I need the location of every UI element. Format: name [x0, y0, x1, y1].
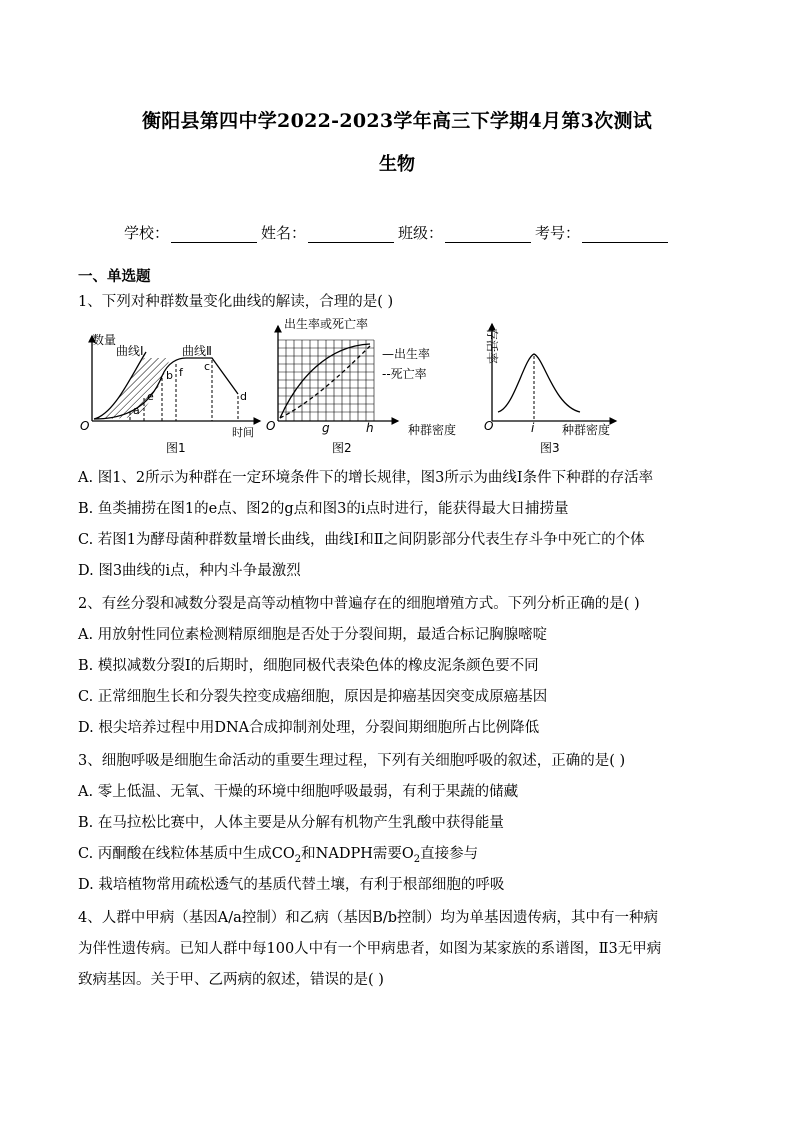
fig3-curve [498, 354, 580, 412]
svg-text:d: d [240, 390, 247, 403]
q2-option-d: D. 根尖培养过程中用DNA合成抑制剂处理，分裂间期细胞所占比例降低 [78, 720, 540, 736]
fig3-origin: O [484, 419, 494, 433]
fig2-ylabel: 出生率或死亡率 [284, 318, 369, 331]
school-blank[interactable] [171, 225, 257, 243]
svg-text:g: g [322, 421, 330, 435]
question-2-stem: 2、有丝分裂和减数分裂是高等动植物中普遍存在的细胞增殖方式。下列分析正确的是( ) [78, 596, 640, 612]
figure-3 [484, 324, 616, 455]
question-1-figures [78, 318, 638, 458]
fig2-legend-birth: —出生率 [382, 347, 431, 361]
question-3-stem: 3、细胞呼吸是细胞生命活动的重要生理过程，下列有关细胞呼吸的叙述，正确的是( ) [78, 753, 626, 769]
exam-title: 衡阳县第四中学2022-2023学年高三下学期4月第3次测试 [141, 110, 653, 132]
q1-option-b: B. 鱼类捕捞在图1的e点、图2的g点和图3的i点时进行，能获得最大日捕捞量 [78, 501, 569, 517]
fig3-caption: 图3 [540, 441, 560, 455]
section-title: 一、单选题 [78, 268, 151, 285]
figure-1 [80, 332, 260, 455]
fig2-death-curve [280, 346, 370, 418]
svg-text:b: b [166, 369, 173, 382]
student-info-row [124, 222, 672, 243]
q2-option-c: C. 正常细胞生长和分裂失控变成癌细胞，原因是抑癌基因突变成原癌基因 [78, 689, 548, 705]
fig1-xlabel: 时间 [232, 426, 254, 439]
fig2-grid [278, 340, 374, 421]
q3-option-c: C. 丙酮酸在线粒体基质中生成$CO_2$和NADPH需要$O_2$直接参与 [78, 846, 479, 865]
question-1-stem: 1、下列对种群数量变化曲线的解读，合理的是( ) [78, 294, 394, 310]
question-4-stem-line-1: 4、人群中甲病（基因A/a控制）和乙病（基因B/b控制）均为单基因遗传病，其中有一种病 [78, 910, 659, 926]
svg-text:a: a [133, 404, 140, 417]
subject-title: 生物 [379, 154, 415, 175]
school-field: 学校： [124, 222, 257, 243]
q3-option-d: D. 栽培植物常用疏松透气的基质代替土壤，有利于根部细胞的呼吸 [78, 877, 505, 893]
fig2-origin: O [266, 419, 276, 433]
q2-option-a: A. 用放射性同位素检测精原细胞是否处于分裂间期，最适合标记胸腺嘧啶 [78, 627, 548, 643]
fig1-shaded-area [94, 358, 170, 419]
class-blank[interactable] [445, 225, 531, 243]
name-field: 姓名： [261, 222, 394, 243]
q1-option-c: C. 若图1为酵母菌种群数量增长曲线，曲线Ⅰ和Ⅱ之间阴影部分代表生存斗争中死亡的个体 [78, 532, 645, 548]
fig2-caption: 图2 [332, 441, 352, 455]
q3-option-b: B. 在马拉松比赛中，人体主要是从分解有机物产生乳酸中获得能量 [78, 815, 504, 831]
q1-option-d: D. 图3曲线的i点，种内斗争最激烈 [78, 563, 301, 579]
class-field: 班级： [398, 222, 531, 243]
fig2-legend-death: --死亡率 [382, 367, 427, 381]
fig3-xlabel: 种群密度 [562, 423, 611, 437]
svg-text:e: e [147, 390, 154, 403]
svg-text:h: h [366, 421, 374, 435]
fig1-curve1-label: 曲线Ⅰ [116, 344, 144, 358]
fig2-xlabel: 种群密度 [408, 423, 457, 437]
fig1-ylabel: 数量 [92, 333, 117, 347]
svg-text:i: i [531, 421, 535, 435]
figure-2 [266, 318, 456, 455]
fig1-caption: 图1 [166, 441, 186, 455]
svg-text:f: f [179, 366, 183, 379]
fig2-birth-curve [280, 344, 370, 418]
q3-option-a: A. 零上低温、无氧、干燥的环境中细胞呼吸最弱，有利于果蔬的储藏 [78, 784, 519, 800]
question-4-stem-line-2: 为伴性遗传病。已知人群中每100人中有一个甲病患者，如图为某家族的系谱图，Ⅱ3无甲病 [78, 941, 662, 957]
fig1-curve2-label: 曲线Ⅱ [182, 344, 212, 358]
fig1-origin: O [80, 419, 90, 433]
q2-option-b: B. 模拟减数分裂Ⅰ的后期时，细胞同极代表染色体的橡皮泥条颜色要不同 [78, 658, 539, 674]
question-4-stem-line-3: 致病基因。关于甲、乙两病的叙述，错误的是( ) [78, 972, 384, 988]
exam-number-field: 考号： [535, 222, 668, 243]
q1-option-a: A. 图1、2所示为种群在一定环境条件下的增长规律，图3所示为曲线Ⅰ条件下种群的存活率 [78, 470, 654, 486]
svg-text:c: c [204, 360, 211, 373]
name-blank[interactable] [308, 225, 394, 243]
fig3-ylabel: 存活率 [485, 328, 499, 365]
exam-number-blank[interactable] [582, 225, 668, 243]
